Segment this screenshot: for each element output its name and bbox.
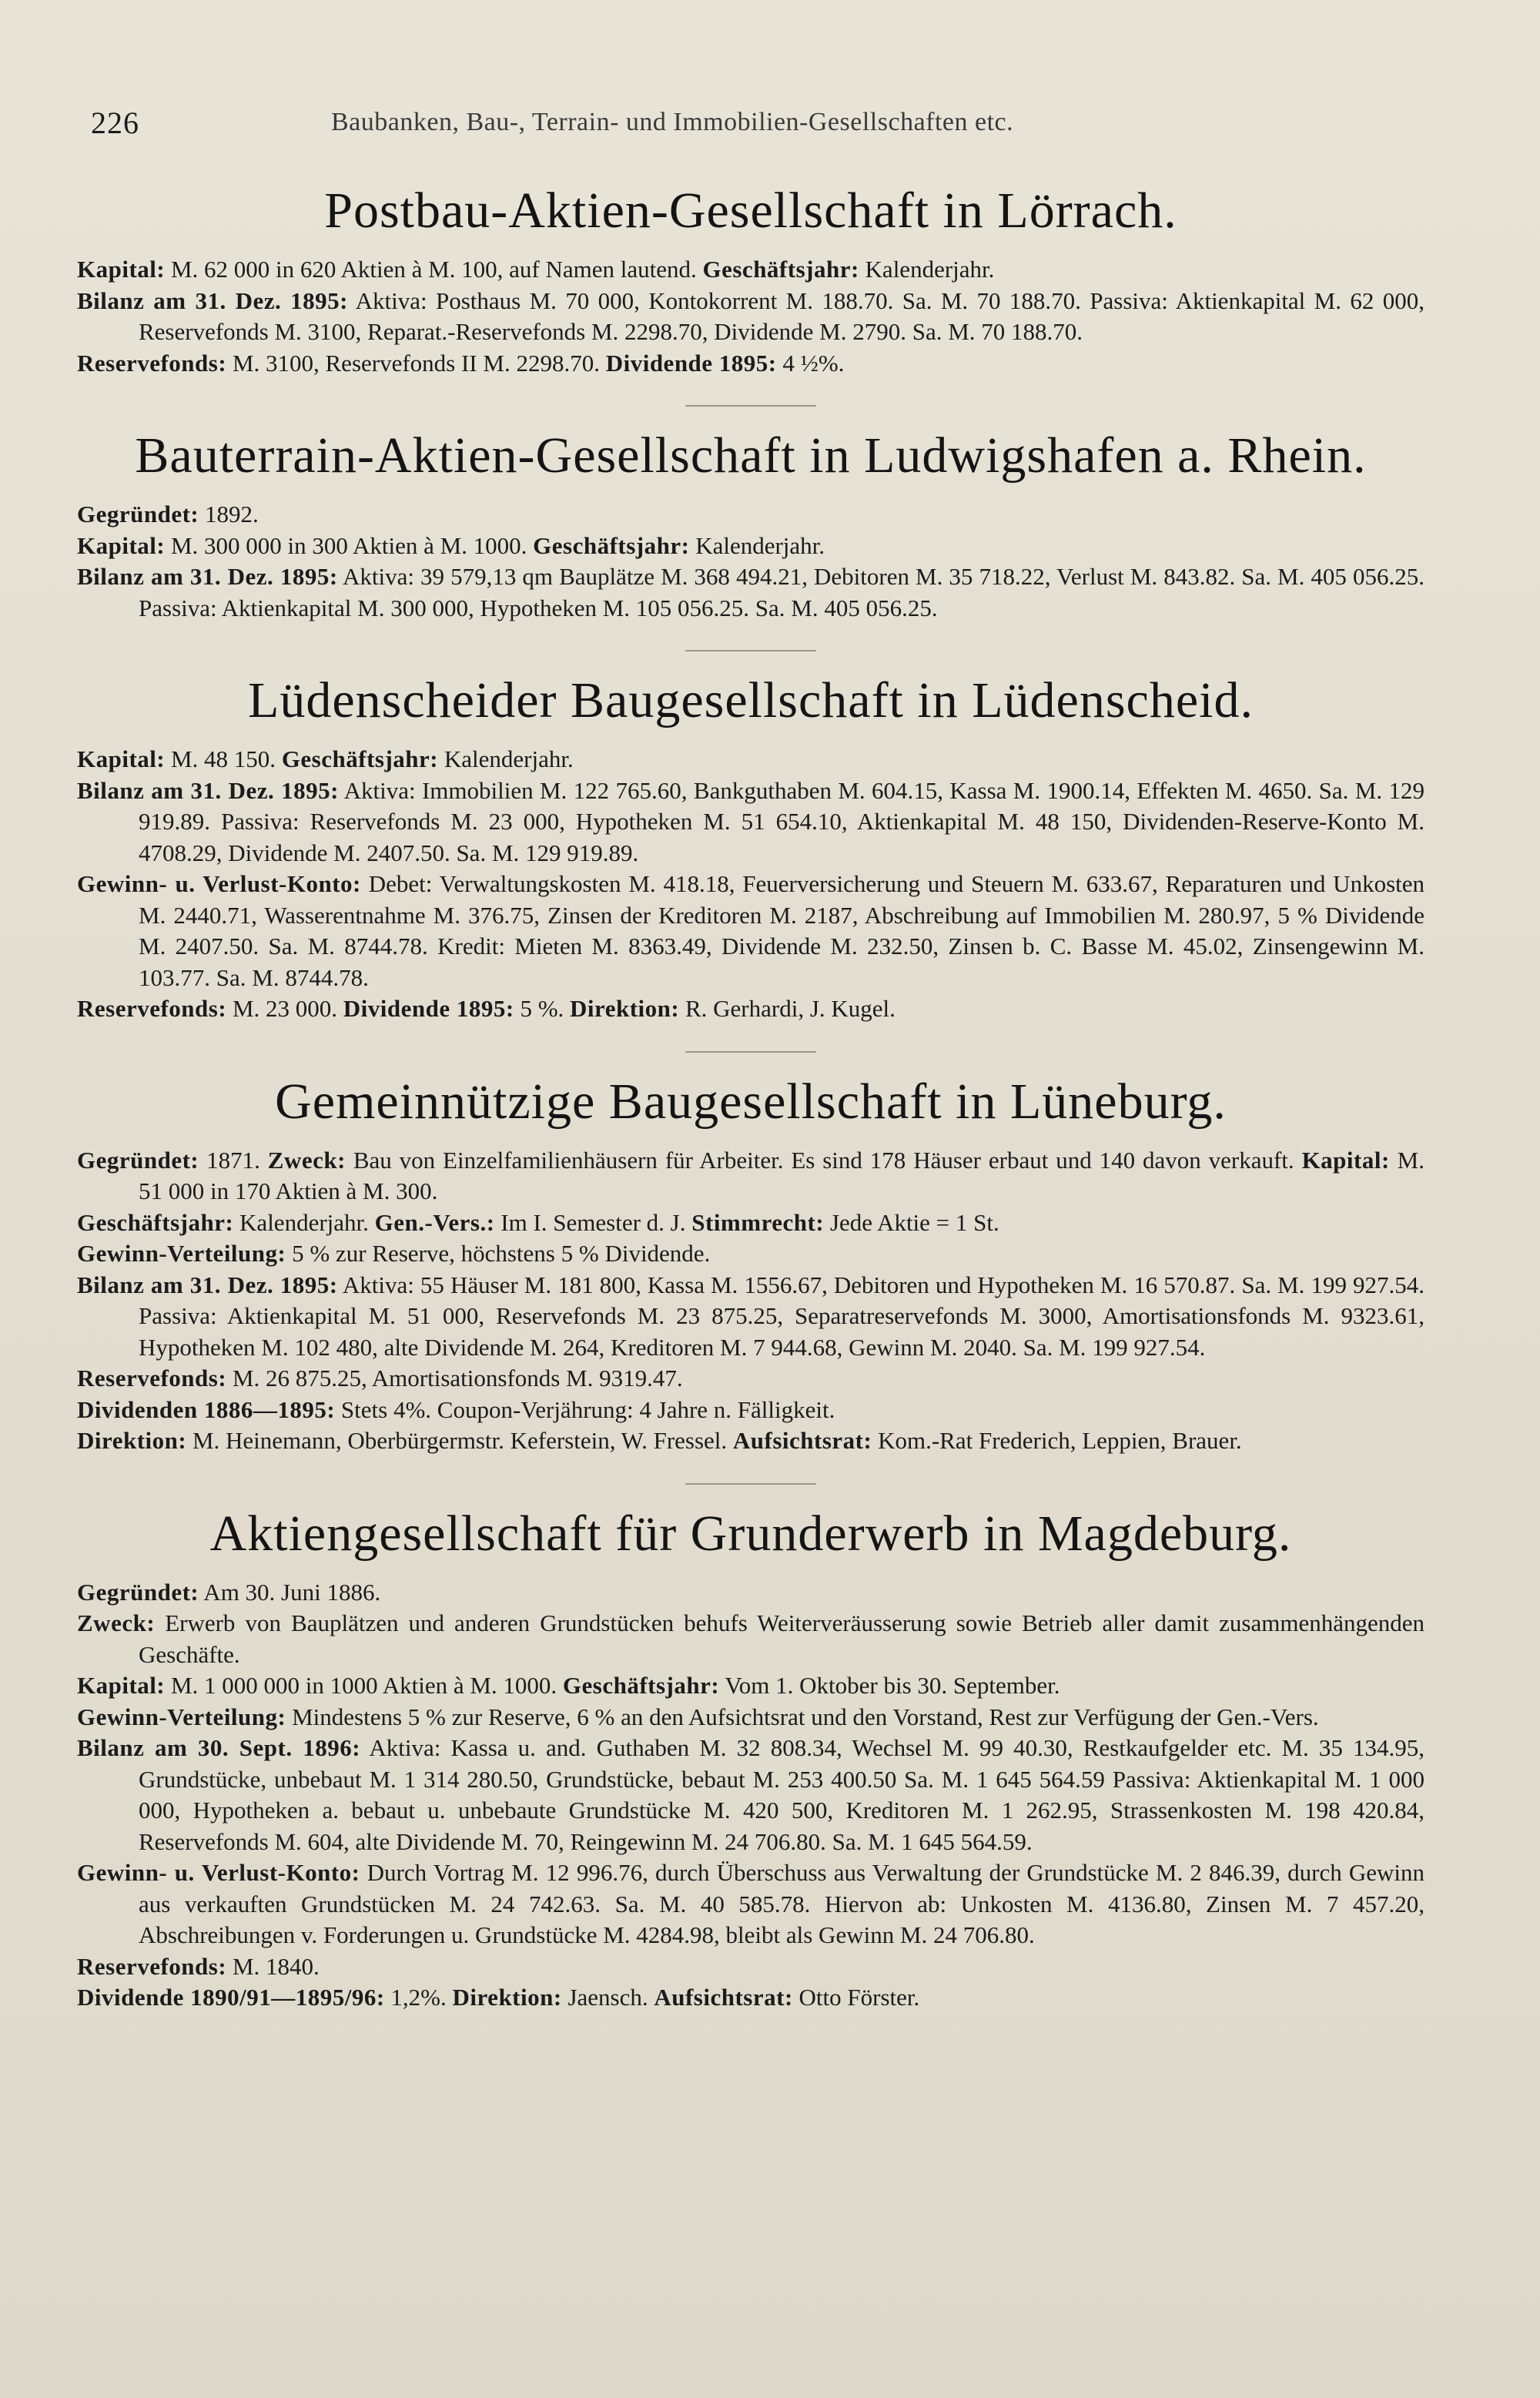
field-label: Aufsichtsrat: (654, 1984, 793, 2011)
field-text: Mindestens 5 % zur Reserve, 6 % an den Aufsichtsrat und den Vorstand, Rest zur Verfügung der Gen.-Vers. (286, 1703, 1319, 1730)
field-text: 5 % zur Reserve, höchstens 5 % Dividende. (286, 1240, 711, 1267)
company-name: Aktiengesellschaft für Grunderwerb in Magdeburg. (209, 1505, 1292, 1562)
field-label: Direktion: (77, 1427, 187, 1454)
company-name: Postbau-Aktien-Gesellschaft in Lörrach. (324, 183, 1177, 239)
field-label: Gewinn- u. Verlust-Konto: (77, 1859, 360, 1886)
field-text: Aktiva: 39 579,13 qm Bauplätze M. 368 494.21, Debitoren M. 35 718.22, Verlust M. 843.82. Sa. M. 405 056.25. Passiva: Aktienkapital M. 300 000, Hypotheken M. 105 056.25. Sa. M. 405 056.25. (139, 563, 1424, 621)
section-divider (685, 405, 816, 407)
entry-paragraph (77, 1857, 1424, 1951)
field-label: Gegründet: (77, 1578, 199, 1606)
field-label: Kapital: (77, 256, 166, 283)
section-divider (685, 1051, 816, 1053)
field-label: Bilanz am 31. Dez. 1895: (77, 1271, 338, 1298)
field-text: M. 48 150. (165, 745, 282, 772)
entry-paragraph (77, 1982, 1424, 2014)
field-label: Geschäftsjahr: (533, 531, 690, 559)
field-label: Reservefonds: (77, 995, 227, 1022)
entry-paragraph (77, 1425, 1424, 1457)
entry-paragraph (77, 993, 1424, 1025)
company-section (77, 1505, 1424, 2014)
field-text: Durch Vortrag M. 12 996.76, durch Überschuss aus Verwaltung der Grundstücke M. 2 846.39, durch Gewinn aus verkauften Grundstücken M. 24 742.63. Sa. M. 40 585.78. Hiervon ab: Unkosten M. 4136.80, Zinsen M. 7 457.20, Abschreibungen v. Forderungen u. Grundstücke M. 4284.98, bleibt als Gewinn M. 24 706.80. (139, 1859, 1425, 1948)
field-text: M. 1 000 000 in 1000 Aktien à M. 1000. (165, 1672, 563, 1699)
field-label: Dividende 1895: (605, 349, 777, 377)
field-text: M. Heinemann, Oberbürgermstr. Keferstein, W. Fressel. (186, 1427, 733, 1454)
field-label: Zweck: (77, 1609, 156, 1636)
field-text: M. 62 000 in 620 Aktien à M. 100, auf Namen lautend. (165, 256, 703, 283)
running-title: Baubanken, Bau-, Terrain- und Immobilien-Gesellschaften etc. (331, 108, 1014, 136)
field-text: M. 300 000 in 300 Aktien à M. 1000. (165, 531, 534, 559)
field-text: Vom 1. Oktober bis 30. September. (719, 1672, 1060, 1699)
entry-paragraph (77, 1238, 1424, 1270)
field-text: Kalenderjahr. (859, 256, 995, 283)
running-header (77, 100, 1424, 146)
field-label: Geschäftsjahr: (281, 745, 439, 772)
field-text: Aktiva: Posthaus M. 70 000, Kontokorrent M. 188.70. Sa. M. 70 188.70. Passiva: Aktienkapital M. 62 000, Reservefonds M. 3100, Reparat.-Reservefonds M. 2298.70, Dividende M. 2790. Sa. M. 70 188.70. (139, 286, 1424, 345)
field-text: Aktiva: 55 Häuser M. 181 800, Kassa M. 1556.67, Debitoren und Hypotheken M. 16 570.87. Sa. M. 199 927.54. Passiva: Aktienkapital M. 51 000, Reservefonds M. 23 875.25, Separatreservefonds M. 3000, Amortisationsfonds M. 9323.61, Hypotheken M. 102 480, alte Dividende M. 264, Kreditoren M. 7 944.68, Gewinn M. 2040. Sa. M. 199 927.54. (139, 1271, 1424, 1361)
entry-paragraph (77, 1395, 1424, 1426)
entry-paragraph (77, 775, 1424, 869)
field-text: M. 23 000. (226, 995, 343, 1022)
entry-paragraph (77, 499, 1424, 531)
field-text: 5 %. (514, 995, 571, 1022)
field-label: Kapital: (77, 745, 166, 772)
field-label: Geschäftsjahr: (702, 256, 859, 283)
entry-paragraph (77, 1270, 1424, 1364)
field-label: Dividende 1895: (343, 995, 514, 1022)
field-text: Im I. Semester d. J. (494, 1208, 692, 1236)
field-label: Bilanz am 31. Dez. 1895: (77, 286, 348, 314)
field-text: M. 51 000 in 170 Aktien à M. 300. (139, 1146, 1424, 1204)
field-text: Jaensch. (561, 1984, 654, 2011)
field-text: 1,2%. (384, 1984, 453, 2011)
entry-paragraph (77, 561, 1424, 624)
field-label: Stimmrecht: (691, 1208, 825, 1236)
field-label: Kapital: (1301, 1146, 1390, 1174)
field-text: Bau von Einzelfamilienhäusern für Arbeiter. Es sind 178 Häuser erbaut und 140 davon verkauft. (345, 1146, 1302, 1174)
field-text: Otto Förster. (792, 1984, 920, 2011)
field-label: Geschäftsjahr: (77, 1208, 234, 1236)
field-text: Kalenderjahr. (689, 531, 825, 559)
entry-paragraph (77, 1608, 1424, 1670)
field-label: Reservefonds: (77, 349, 227, 377)
field-label: Kapital: (77, 531, 166, 559)
entry-paragraph (77, 1207, 1424, 1239)
company-name: Lüdenscheider Baugesellschaft in Lüdenscheid. (248, 672, 1254, 728)
field-text: Aktiva: Immobilien M. 122 765.60, Bankguthaben M. 604.15, Kassa M. 1900.14, Effekten M. 4650. Sa. M. 129 919.89. Passiva: Reservefonds M. 23 000, Hypotheken M. 51 654.10, Aktienkapital M. 48 150, Dividenden-Reserve-Konto M. 4708.29, Dividende M. 2407.50. Sa. M. 129 919.89. (139, 776, 1424, 866)
page-number: 226 (91, 105, 139, 140)
company-list (77, 182, 1424, 2014)
field-label: Gen.-Vers.: (374, 1208, 495, 1236)
entry-paragraph (77, 744, 1424, 775)
field-text: M. 3100, Reservefonds II M. 2298.70. (226, 349, 606, 377)
field-label: Direktion: (570, 995, 680, 1022)
entry-paragraph (77, 254, 1424, 286)
company-name: Gemeinnützige Baugesellschaft in Lüneburg. (275, 1073, 1227, 1130)
field-label: Dividende 1890/91—1895/96: (77, 1984, 385, 2011)
field-label: Bilanz am 31. Dez. 1895: (77, 563, 338, 590)
field-label: Zweck: (267, 1146, 346, 1174)
field-text: 1871. (199, 1146, 268, 1174)
entry-paragraph (77, 531, 1424, 562)
field-text: Kom.-Rat Frederich, Leppien, Brauer. (872, 1427, 1242, 1454)
entry-paragraph (77, 869, 1424, 993)
field-label: Gewinn- u. Verlust-Konto: (77, 870, 361, 897)
field-label: Reservefonds: (77, 1952, 227, 1980)
field-text: 4 ½%. (776, 349, 845, 377)
company-section (77, 182, 1424, 379)
field-label: Gegründet: (77, 501, 199, 527)
field-label: Bilanz am 31. Dez. 1895: (77, 776, 339, 804)
field-text: Aktiva: Kassa u. and. Guthaben M. 32 808.34, Wechsel M. 99 40.30, Restkaufgelder etc. M. 35 134.95, Grundstücke, unbebaut M. 1 314 280.50, Grundstücke, bebaut M. 253 400.50 Sa. M. 1 645 564.59 Passiva: Aktienkapital M. 1 000 000, Hypotheken a. bebaut u. unbebaute Grundstücke M. 420 500, Kreditoren M. 1 262.95, Strassenkosten M. 198 420.84, Reservefonds M. 604, alte Dividende M. 70, Reingewinn M. 24 706.80. Sa. M. 1 645 564.59. (139, 1734, 1424, 1855)
entry-paragraph (77, 1733, 1424, 1857)
entry-paragraph (77, 1363, 1424, 1395)
field-text: Am 30. Juni 1886. (199, 1578, 381, 1606)
field-label: Geschäftsjahr: (562, 1672, 720, 1699)
field-text: M. 26 875.25, Amortisationsfonds M. 9319.47. (226, 1365, 683, 1392)
entry-paragraph (77, 348, 1424, 380)
company-section (77, 672, 1424, 1025)
entry-paragraph (77, 1670, 1424, 1702)
company-section (77, 427, 1424, 624)
field-label: Direktion: (452, 1984, 562, 2011)
field-label: Gewinn-Verteilung: (77, 1240, 286, 1267)
field-text: Jede Aktie = 1 St. (824, 1208, 999, 1236)
field-text: R. Gerhardi, J. Kugel. (679, 995, 896, 1022)
field-text: 1892. (199, 501, 259, 527)
field-label: Gewinn-Verteilung: (77, 1703, 286, 1730)
field-text: Erwerb von Bauplätzen und anderen Grundstücken behufs Weiterveräusserung sowie Betrieb aller damit zusammenhängenden Geschäfte. (139, 1609, 1424, 1668)
field-text: Kalenderjahr. (233, 1208, 375, 1236)
field-text: Debet: Verwaltungskosten M. 418.18, Feuerversicherung und Steuern M. 633.67, Reparaturen und Unkosten M. 2440.71, Wasserentnahme M. 376.75, Zinsen der Kreditoren M. 2187, Abschreibung auf Immobilien M. 280.97, 5 % Dividende M. 2407.50. Sa. M. 8744.78. Kredit: Mieten M. 8363.49, Dividende M. 232.50, Zinsen b. C. Basse M. 45.02, Zinsengewinn M. 103.77. Sa. M. 8744.78. (139, 870, 1424, 991)
field-label: Bilanz am 30. Sept. 1896: (77, 1734, 361, 1761)
field-text: M. 1840. (226, 1952, 320, 1980)
entry-paragraph (77, 1577, 1424, 1609)
field-text: Kalenderjahr. (438, 745, 574, 772)
field-label: Kapital: (77, 1672, 166, 1699)
entry-paragraph (77, 286, 1424, 348)
company-section (77, 1073, 1424, 1457)
section-divider (685, 1483, 816, 1485)
entry-paragraph (77, 1702, 1424, 1733)
entry-paragraph (77, 1145, 1424, 1207)
field-label: Reservefonds: (77, 1365, 227, 1392)
field-label: Gegründet: (77, 1146, 199, 1174)
field-label: Dividenden 1886—1895: (77, 1395, 336, 1423)
section-divider (685, 650, 816, 651)
field-text: Stets 4%. Coupon-Verjährung: 4 Jahre n. Fälligkeit. (335, 1395, 835, 1423)
entry-paragraph (77, 1951, 1424, 1983)
company-name: Bauterrain-Aktien-Gesellschaft in Ludwigshafen a. Rhein. (135, 427, 1367, 484)
field-label: Aufsichtsrat: (732, 1427, 872, 1454)
